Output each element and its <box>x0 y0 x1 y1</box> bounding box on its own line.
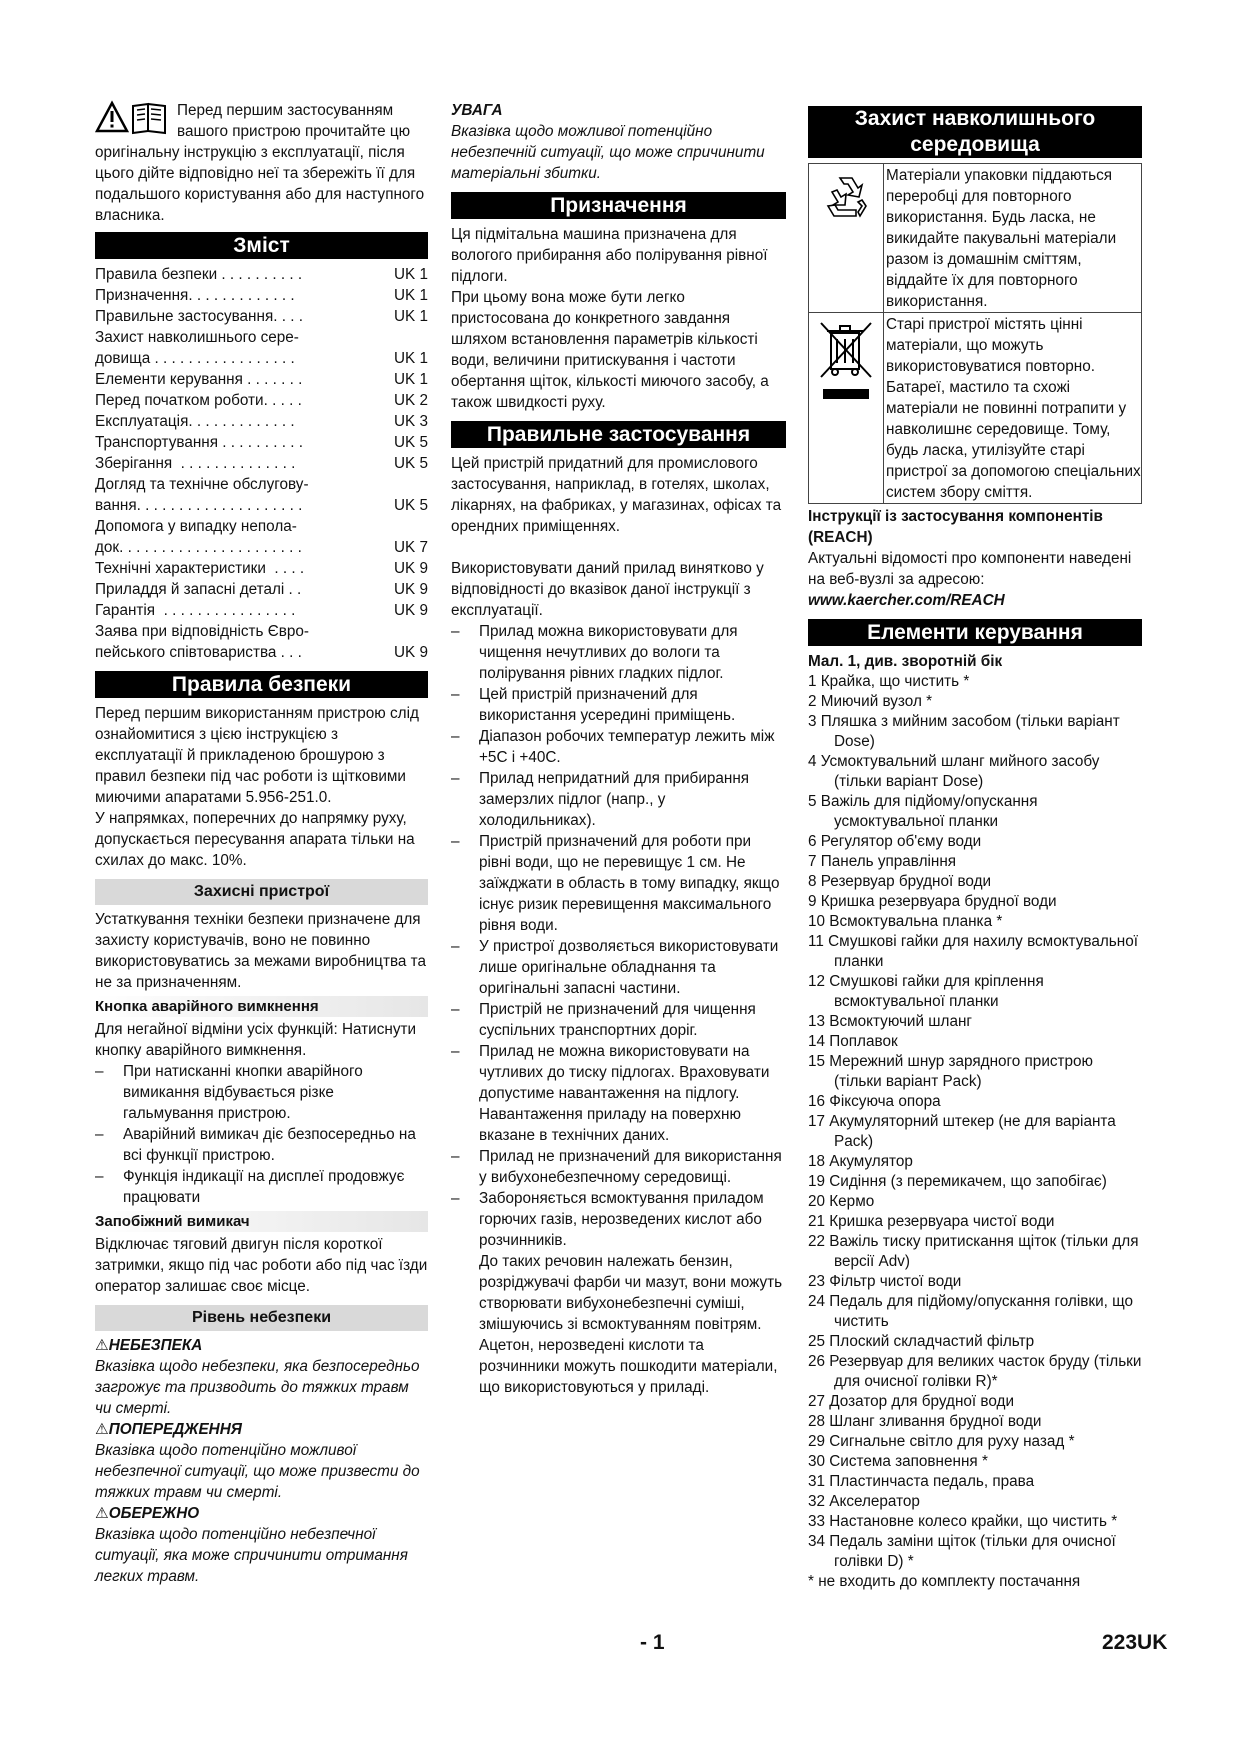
control-item: 17 Акумуляторний штекер (не для варіанта Pack) <box>808 1113 1116 1150</box>
proper-use-item: – Прилад не призначений для використання у вибухонебезпечному середовищі. <box>451 1146 786 1188</box>
recycle-icon <box>809 164 884 312</box>
recycling-text: Матеріали упаковки піддаються переробці для повторного використання. Будь ласка, не викидайте пакувальні матеріали разом із домашнім сміттям, віддайте їх для повторного використання. <box>886 167 1117 310</box>
proper-use-item: – Діапазон робочих температур лежить між +5C і +40C. <box>451 726 786 768</box>
toc-entry[interactable] <box>95 558 428 579</box>
page-code: 223UK <box>1102 1631 1168 1654</box>
warning-label: ⚠ПОПЕРЕДЖЕННЯ <box>95 1421 242 1438</box>
toc-entry-prefix: Захист навколишнього сере- <box>95 329 299 346</box>
proper-use-list <box>451 621 786 1251</box>
column-left <box>95 100 428 1587</box>
control-item: 21 Кришка резервуара чистої води <box>808 1213 1055 1230</box>
toc-entry-label: Перед початком роботи. . . . . <box>95 392 307 409</box>
toc-entry-label: Приладдя й запасні деталі . . <box>95 581 306 598</box>
warning-book-icon <box>95 100 173 136</box>
toc-entry-page: UK 5 <box>393 455 428 472</box>
control-item: 19 Сидіння (з перемикачем, що запобігає) <box>808 1173 1107 1190</box>
toc-entry-label: пейського співтовариства . . . <box>95 644 307 661</box>
controls-note: * не входить до комплекту постачання <box>808 1573 1081 1590</box>
intro-text: Перед першим застосуванням вашого пристрою прочитайте цю оригінальну інструкцію з експлуатації, після цього дійте відповідно неї та збережіть її для подальшого користування або для наступного власника. <box>95 102 425 224</box>
control-item: 5 Важіль для підйому/опускання усмоктувальної планки <box>808 793 1038 830</box>
control-item: 27 Дозатор для брудної води <box>808 1393 1015 1410</box>
toc-entry[interactable] <box>95 285 428 306</box>
control-item: 7 Панель управління <box>808 853 957 870</box>
figure-reference: Мал. 1, див. зворотній бік <box>808 653 1003 670</box>
toc-entry[interactable] <box>95 369 428 390</box>
control-item: 3 Пляшка з мийним засобом (тільки варіант Dose) <box>808 713 1120 750</box>
reach-heading: Інструкції із застосування компонентів (REACH) <box>808 508 1103 546</box>
toc-entry[interactable] <box>95 348 428 369</box>
control-item: 8 Резервуар брудної води <box>808 873 992 890</box>
toc-entry-page: UK 9 <box>393 560 428 577</box>
safety-heading: Правила безпеки <box>95 671 428 698</box>
emergency-stop-heading: Кнопка аварійного вимкнення <box>95 996 428 1017</box>
toc-entry[interactable] <box>95 495 428 516</box>
control-item: 6 Регулятор об'єму води <box>808 833 982 850</box>
toc-entry-page: UK 5 <box>393 497 428 514</box>
purpose-paragraph-1: Ця підмітальна машина призначена для вологого прибирання або полірування рівної підлоги. <box>451 226 768 285</box>
toc-entry-page: UK 9 <box>393 581 428 598</box>
control-item: 1 Крайка, що чистить * <box>808 673 970 690</box>
control-item: 34 Педаль заміни щіток (тільки для очисної голівки D) * <box>808 1533 1116 1570</box>
proper-use-item: – Цей пристрій призначений для використання усередині приміщень. <box>451 684 786 726</box>
recycling-row <box>809 164 1141 313</box>
proper-use-item: – Прилад можна використовувати для чищення нечутливих до вологи та полірування рівних гладких підлог. <box>451 621 786 684</box>
purpose-paragraph-2: При цьому вона може бути легко пристосована до конкретного завдання шляхом встановлення параметрів кількості води, величини притискування і частоти обертання щіток, кількості миючого засобу, а також швидкості руху. <box>451 289 769 411</box>
toc-entry-label: Технічні характеристики . . . . <box>95 560 309 577</box>
toc-entry-page: UK 1 <box>393 266 428 283</box>
emergency-stop-text: Для негайної відміни усіх функцій: Натиснути кнопку аварійного вимкнення. <box>95 1021 417 1059</box>
emergency-stop-item: – Функція індикації на дисплеї продовжує працювати <box>95 1166 428 1208</box>
control-item: 18 Акумулятор <box>808 1153 913 1170</box>
control-item: 25 Плоский складчастий фільтр <box>808 1333 1035 1350</box>
toc-entry-page: UK 1 <box>393 308 428 325</box>
column-right <box>808 100 1142 1592</box>
safety-paragraph-1: Перед першим використанням пристрою слід ознайомитися з цією інструкцією з експлуатації й прикладеною брошурою з правил безпеки під час роботи із щітковими миючими апаратами 5.956-251.0. <box>95 705 419 806</box>
control-item: 29 Сигнальне світло для руху назад * <box>808 1433 1075 1450</box>
toc-entry[interactable] <box>95 453 428 474</box>
hazard-levels-heading: Рівень небезпеки <box>95 1305 428 1331</box>
toc-entry-label: док. . . . . . . . . . . . . . . . . . . . . . <box>95 539 307 556</box>
toc-entry-page: UK 1 <box>393 371 428 388</box>
toc-entry-label: Гарантія . . . . . . . . . . . . . . . . <box>95 602 300 619</box>
control-item: 32 Акселератор <box>808 1493 920 1510</box>
controls-list <box>808 672 1142 1572</box>
toc-entry-prefix: Догляд та технічне обслугову- <box>95 476 309 493</box>
protective-devices-text: Устаткування техніки безпеки призначене для захисту користувачів, воно не повинно використовуватись за межами виробництва та не за призначенням. <box>95 911 427 991</box>
emergency-stop-item: – При натисканні кнопки аварійного вимикання відбувається різке гальмування пристрою. <box>95 1061 428 1124</box>
toc-entry-page: UK 1 <box>393 350 428 367</box>
proper-use-item: – У пристрої дозволяється використовувати лише оригінальне обладнання та оригінальні запасні частини. <box>451 936 786 999</box>
toc-entry-page: UK 7 <box>393 539 428 556</box>
attention-label: УВАГА <box>451 102 503 119</box>
protective-devices-heading: Захисні пристрої <box>95 879 428 905</box>
proper-use-item: – Пристрій не призначений для чищення суспільних транспортних доріг. <box>451 999 786 1041</box>
toc-entry-label: Призначення. . . . . . . . . . . . . <box>95 287 299 304</box>
proper-use-item: – Пристрій призначений для роботи при рівні води, що не перевищує 1 см. Не заїжджати в область в тому випадку, якщо існує ризик перевищення максимального рівня води. <box>451 831 786 936</box>
proper-use-item: – Прилад непридатний для прибирання замерзлих підлог (напр., у холодильниках). <box>451 768 786 831</box>
toc-entry-label: Експлуатація. . . . . . . . . . . . . <box>95 413 299 430</box>
control-item: 30 Система заповнення * <box>808 1453 988 1470</box>
control-item: 31 Пластинчаста педаль, права <box>808 1473 1035 1490</box>
control-item: 9 Кришка резервуара брудної води <box>808 893 1057 910</box>
toc-entry-page: UK 9 <box>393 644 428 661</box>
disposal-row <box>809 313 1141 503</box>
toc-entry[interactable] <box>95 537 428 558</box>
control-item: 16 Фіксуюча опора <box>808 1093 941 1110</box>
toc-entry-label: Транспортування . . . . . . . . . . <box>95 434 308 451</box>
control-item: 4 Усмоктувальний шланг мийного засобу (тільки варіант Dose) <box>808 753 1100 790</box>
emergency-stop-item: – Аварійний вимикач діє безпосередньо на всі функції пристрою. <box>95 1124 428 1166</box>
control-item: 10 Всмоктувальна планка * <box>808 913 1003 930</box>
toc-entry[interactable] <box>95 432 428 453</box>
control-item: 13 Всмоктуючий шланг <box>808 1013 973 1030</box>
toc-entry[interactable] <box>95 306 428 327</box>
environment-heading: Захист навколишнього середовища <box>808 106 1142 158</box>
control-item: 24 Педаль для підйому/опускання голівки, що чистить <box>808 1293 1134 1330</box>
toc-entry-label: Правила безпеки . . . . . . . . . . <box>95 266 307 283</box>
caution-label: ⚠ОБЕРЕЖНО <box>95 1505 200 1522</box>
toc-entry-label: довища . . . . . . . . . . . . . . . . . <box>95 350 299 367</box>
toc-entry-page: UK 2 <box>393 392 428 409</box>
control-item: 14 Поплавок <box>808 1033 898 1050</box>
safety-paragraph-2: У напрямках, поперечних до напрямку руху, допускається пересування апарата тільки на схилах до макс. 10%. <box>95 810 415 869</box>
control-item: 26 Резервуар для великих часток бруду (тільки для очисної голівки R)* <box>808 1353 1142 1390</box>
environment-table <box>808 163 1142 504</box>
control-item: 20 Кермо <box>808 1193 875 1210</box>
toc-entry[interactable] <box>95 600 428 621</box>
attention-text: Вказівка щодо можливої потенційно небезпечній ситуації, що може спричинити матеріальні збитки. <box>451 123 765 182</box>
reach-link[interactable]: www.kaercher.com/REACH <box>808 592 1005 609</box>
toc-entry-prefix: Заява при відповідність Євро- <box>95 623 309 640</box>
toc-entry[interactable] <box>95 642 428 663</box>
toc-entry-label: Елементи керування . . . . . . . <box>95 371 307 388</box>
toc-entry[interactable] <box>95 390 428 411</box>
proper-use-item: – Забороняється всмоктування приладом горючих газів, нерозведених кислот або розчинників. <box>451 1188 786 1251</box>
reach-text: Актуальні відомості про компоненти наведені на веб-вузлі за адресою: <box>808 550 1132 588</box>
control-item: 23 Фільтр чистої води <box>808 1273 962 1290</box>
toc-entry-label: Зберігання . . . . . . . . . . . . . . <box>95 455 300 472</box>
toc-entry[interactable] <box>95 411 428 432</box>
controls-heading: Елементи керування <box>808 619 1142 646</box>
toc-entry[interactable] <box>95 579 428 600</box>
control-item: 2 Миючий вузол * <box>808 693 933 710</box>
control-item: 15 Мережний шнур зарядного пристрою (тільки варіант Pack) <box>808 1053 1094 1090</box>
danger-text: Вказівка щодо небезпеки, яка безпосередньо загрожує та призводить до тяжких травм чи смерті. <box>95 1358 420 1417</box>
toc-entry-page: UK 1 <box>393 287 428 304</box>
proper-use-paragraph-2: Використовувати даний прилад винятково у відповідності до вказівок даної інструкції з експлуатації. <box>451 560 764 619</box>
proper-use-item: – Прилад не можна використовувати на чутливих до тиску підлогах. Враховувати допустиме навантаження на підлогу. Навантаження приладу на поверхню вказане в технічних даних. <box>451 1041 786 1146</box>
column-middle <box>451 100 786 1398</box>
safety-switch-text: Відключає тяговий двигун після короткої затримки, якщо під час роботи або під час їзди оператор залишає своє місце. <box>95 1236 428 1295</box>
proper-use-paragraph-1: Цей пристрій придатний для промислового застосування, наприклад, в готелях, школах, лікарнях, на фабриках, у магазинах, офісах та орендних приміщеннях. <box>451 455 782 535</box>
control-item: 12 Смушкові гайки для кріплення всмоктувальної планки <box>808 973 1044 1010</box>
toc-entry-label: Правильне застосування. . . . <box>95 308 308 325</box>
control-item: 33 Настановне колесо крайки, що чистить * <box>808 1513 1118 1530</box>
safety-switch-heading: Запобіжний вимикач <box>95 1211 428 1232</box>
toc-heading: Зміст <box>95 232 428 259</box>
control-item: 11 Смушкові гайки для нахилу всмоктувальної планки <box>808 933 1138 970</box>
toc-entry-label: вання. . . . . . . . . . . . . . . . . . . . <box>95 497 307 514</box>
toc-entry[interactable] <box>95 264 428 285</box>
toc-entry-prefix: Допомога у випадку непола- <box>95 518 297 535</box>
page-number: - 1 <box>640 1631 665 1654</box>
toc-entry-page: UK 3 <box>393 413 428 430</box>
toc-entry-page: UK 5 <box>393 434 428 451</box>
crossed-bin-icon <box>809 313 884 503</box>
purpose-heading: Призначення <box>451 192 786 219</box>
toc-list <box>95 264 428 663</box>
proper-use-paragraph-3: До таких речовин належать бензин, розріджувачі фарби чи мазут, вони можуть створювати вибухонебезпечні суміші, змішуючись зі всмоктуванням повітрям. Ацетон, нерозведені кислоти та розчинники можуть пошкодити матеріали, що використовуються у приладі. <box>479 1253 783 1396</box>
control-item: 28 Шланг зливання брудної води <box>808 1413 1042 1430</box>
control-item: 22 Важіль тиску притискання щіток (тільки для версії Adv) <box>808 1233 1139 1270</box>
intro-block <box>95 100 428 226</box>
proper-use-heading: Правильне застосування <box>451 421 786 448</box>
toc-entry-page: UK 9 <box>393 602 428 619</box>
danger-label: ⚠НЕБЕЗПЕКА <box>95 1337 203 1354</box>
caution-text: Вказівка щодо потенційно небезпечної ситуації, яка може спричинити отримання легких травм. <box>95 1526 408 1585</box>
disposal-text: Старі пристрої містять цінні матеріали, що можуть використовуватися повторно. Батареї, мастило та схожі матеріали не повинні потрапити у навколишнє середовище. Тому, будь ласка, утилізуйте старі пристрої за допомогою спеціальних систем збору сміття. <box>886 316 1141 501</box>
warning-text: Вказівка щодо потенційно можливої небезпечної ситуації, що може призвести до тяжких травм чи смерті. <box>95 1442 420 1501</box>
